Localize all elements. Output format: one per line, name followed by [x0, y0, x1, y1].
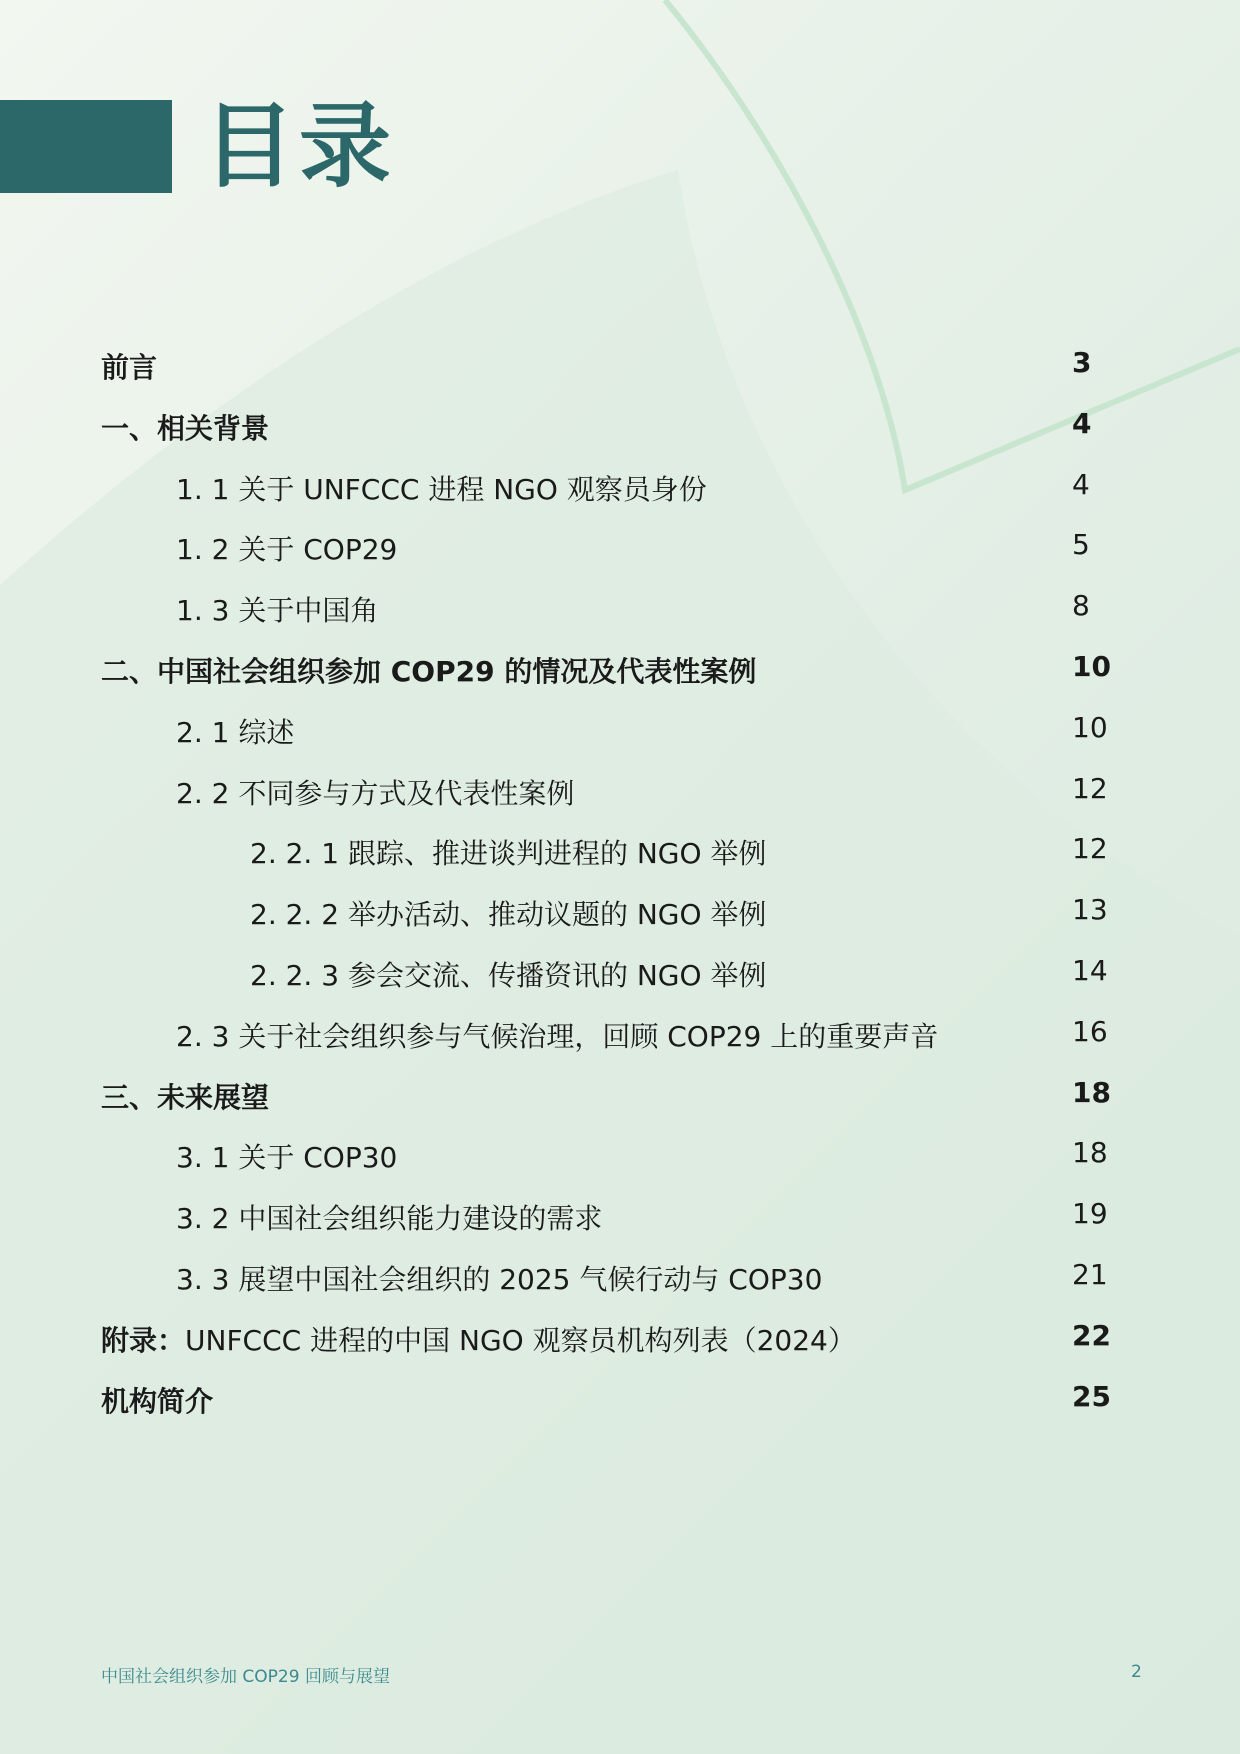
toc-entry[interactable] [0, 1005, 1240, 1066]
toc-entry-page: 8 [1072, 589, 1090, 623]
appendix-prefix: 附录： [101, 1323, 186, 1357]
toc-entry-page: 13 [1072, 893, 1108, 927]
toc-entry-page: 4 [1072, 467, 1090, 501]
title-accent-bar [0, 100, 172, 193]
toc-entry-label: 前言 [101, 351, 158, 384]
toc-entry[interactable] [0, 579, 1240, 640]
toc-entry-page: 10 [1072, 710, 1108, 744]
footer-document-title: 中国社会组织参加 COP29 回顾与展望 [101, 1667, 390, 1687]
toc-entry[interactable] [0, 518, 1240, 579]
toc-entry[interactable] [0, 458, 1240, 519]
toc-entry-page: 12 [1072, 771, 1108, 805]
toc-entry-label: 3. 3 展望中国社会组织的 2025 气候行动与 COP30 [176, 1262, 823, 1296]
toc-entry[interactable] [0, 1066, 1240, 1127]
toc-entry[interactable] [0, 640, 1240, 701]
toc-entry[interactable] [0, 944, 1240, 1005]
appendix-title: UNFCCC 进程的中国 NGO 观察员机构列表（2024） [185, 1323, 856, 1357]
toc-entry-page: 18 [1072, 1075, 1111, 1109]
toc-entry-page: 10 [1072, 649, 1111, 683]
table-of-contents [0, 336, 1240, 1430]
toc-entry-label: 一、相关背景 [101, 411, 270, 445]
toc-entry-page: 18 [1072, 1136, 1108, 1170]
toc-entry-label: 2. 1 综述 [176, 715, 295, 749]
toc-entry[interactable] [0, 336, 1240, 397]
toc-entry-page: 19 [1072, 1197, 1108, 1231]
toc-entry-page: 22 [1072, 1318, 1111, 1352]
page-title: 目录 [203, 93, 396, 200]
toc-entry-label: 机构简介 [101, 1384, 214, 1418]
toc-entry-label: 2. 2. 1 跟踪、推进谈判进程的 NGO 举例 [250, 837, 767, 871]
toc-entry[interactable] [0, 822, 1240, 883]
toc-entry[interactable] [0, 397, 1240, 458]
toc-entry-page: 4 [1072, 406, 1092, 440]
toc-entry-about[interactable] [0, 1370, 1240, 1431]
toc-entry-label: 2. 2 不同参与方式及代表性案例 [176, 776, 575, 810]
toc-entry-page: 3 [1072, 346, 1092, 379]
toc-entry[interactable] [0, 1187, 1240, 1248]
toc-entry[interactable] [0, 762, 1240, 823]
toc-entry-page: 21 [1072, 1257, 1108, 1291]
toc-entry-appendix[interactable] [0, 1309, 1240, 1370]
toc-entry-label: 3. 1 关于 COP30 [176, 1141, 398, 1175]
toc-entry-page: 5 [1072, 528, 1090, 562]
toc-entry-label: 2. 2. 2 举办活动、推动议题的 NGO 举例 [250, 898, 767, 932]
toc-entry-page: 12 [1072, 832, 1108, 866]
toc-entry-page: 14 [1072, 953, 1108, 987]
toc-entry-label: 三、未来展望 [101, 1080, 270, 1114]
toc-entry-label: 3. 2 中国社会组织能力建设的需求 [176, 1202, 603, 1236]
footer-page-number: 2 [1131, 1662, 1142, 1682]
toc-entry[interactable] [0, 1248, 1240, 1309]
toc-entry-label: 1. 1 关于 UNFCCC 进程 NGO 观察员身份 [176, 472, 707, 506]
toc-entry[interactable] [0, 701, 1240, 762]
toc-entry-label: 二、中国社会组织参加 COP29 的情况及代表性案例 [101, 654, 757, 688]
toc-entry[interactable] [0, 883, 1240, 944]
toc-entry[interactable] [0, 1126, 1240, 1187]
toc-entry-label [101, 1319, 856, 1359]
toc-entry-label: 2. 3 关于社会组织参与气候治理，回顾 COP29 上的重要声音 [176, 1019, 939, 1053]
toc-entry-label: 1. 3 关于中国角 [176, 594, 379, 628]
toc-entry-page: 25 [1072, 1379, 1111, 1413]
toc-entry-page: 16 [1072, 1014, 1108, 1048]
toc-entry-label: 1. 2 关于 COP29 [176, 533, 398, 567]
toc-entry-label: 2. 2. 3 参会交流、传播资讯的 NGO 举例 [250, 958, 767, 992]
